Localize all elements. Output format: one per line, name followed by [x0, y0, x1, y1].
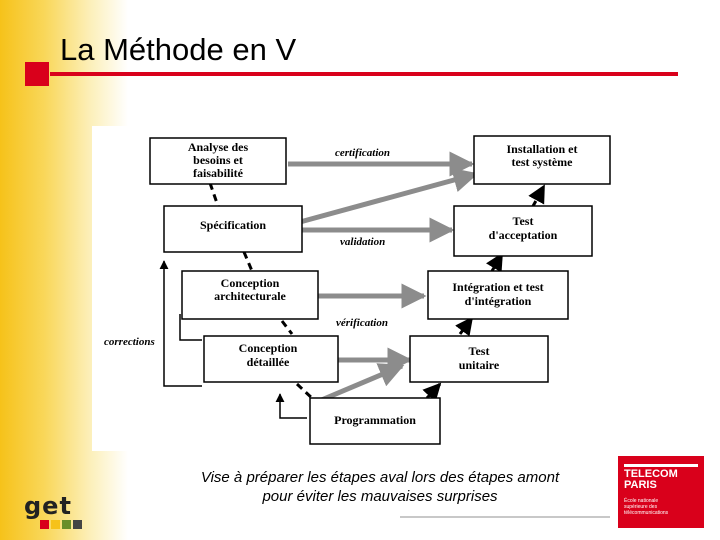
title-red-square [25, 62, 49, 86]
label-integration-1: Intégration et test [452, 280, 544, 294]
label-programmation: Programmation [334, 413, 416, 427]
label-conception-det-1: Conception [238, 341, 298, 355]
label-corrections: corrections [104, 336, 155, 348]
label-analyse-2: besoins et [193, 153, 243, 167]
telecom-logo-bar [624, 464, 698, 467]
caption-line-1: Vise à préparer les étapes aval lors des étapes amont [200, 469, 560, 486]
label-conception-det-2: détaillée [246, 355, 290, 369]
get-logo: get [24, 492, 72, 520]
slide-caption [150, 468, 610, 506]
v-model-diagram [92, 126, 612, 451]
arrow-prog-unit [427, 384, 440, 398]
label-analyse-1: Analyse des [187, 140, 249, 154]
link-analyse-spec [210, 183, 218, 206]
label-verification: vérification [336, 317, 388, 329]
label-acceptation-1: Test [512, 214, 534, 228]
label-test-unitaire-1: Test [468, 344, 490, 358]
label-conception-arch-1: Conception [220, 276, 280, 290]
label-acceptation-2: d'acceptation [488, 228, 558, 242]
caption-line-2: pour éviter les mauvaises surprises [262, 488, 498, 505]
label-specification: Spécification [200, 218, 266, 232]
slide-title: La Méthode en V [60, 32, 297, 67]
label-conception-arch-2: architecturale [214, 289, 286, 303]
footer-rule [400, 516, 610, 518]
label-test-unitaire-2: unitaire [458, 358, 500, 372]
arrow-accept-install [532, 186, 544, 208]
label-validation: validation [340, 236, 386, 248]
title-rule [50, 72, 678, 76]
link-arch-det [282, 321, 292, 334]
label-certification: certification [335, 147, 390, 159]
label-installation-1: Installation et [506, 142, 578, 156]
arrow-spec-install [300, 174, 476, 222]
link-spec-arch [244, 252, 252, 271]
label-integration-2: d'intégration [464, 294, 532, 308]
telecom-paris-logo [618, 456, 704, 528]
get-logo-squares [40, 516, 84, 534]
telecom-logo-name: TELECOM PARIS [624, 468, 678, 491]
arrow-unit-integ [460, 318, 472, 334]
label-installation-2: test système [511, 155, 573, 169]
label-analyse-3: faisabilité [193, 166, 243, 180]
telecom-logo-subtitle: École nationale supérieure des télécommunications [624, 498, 669, 516]
